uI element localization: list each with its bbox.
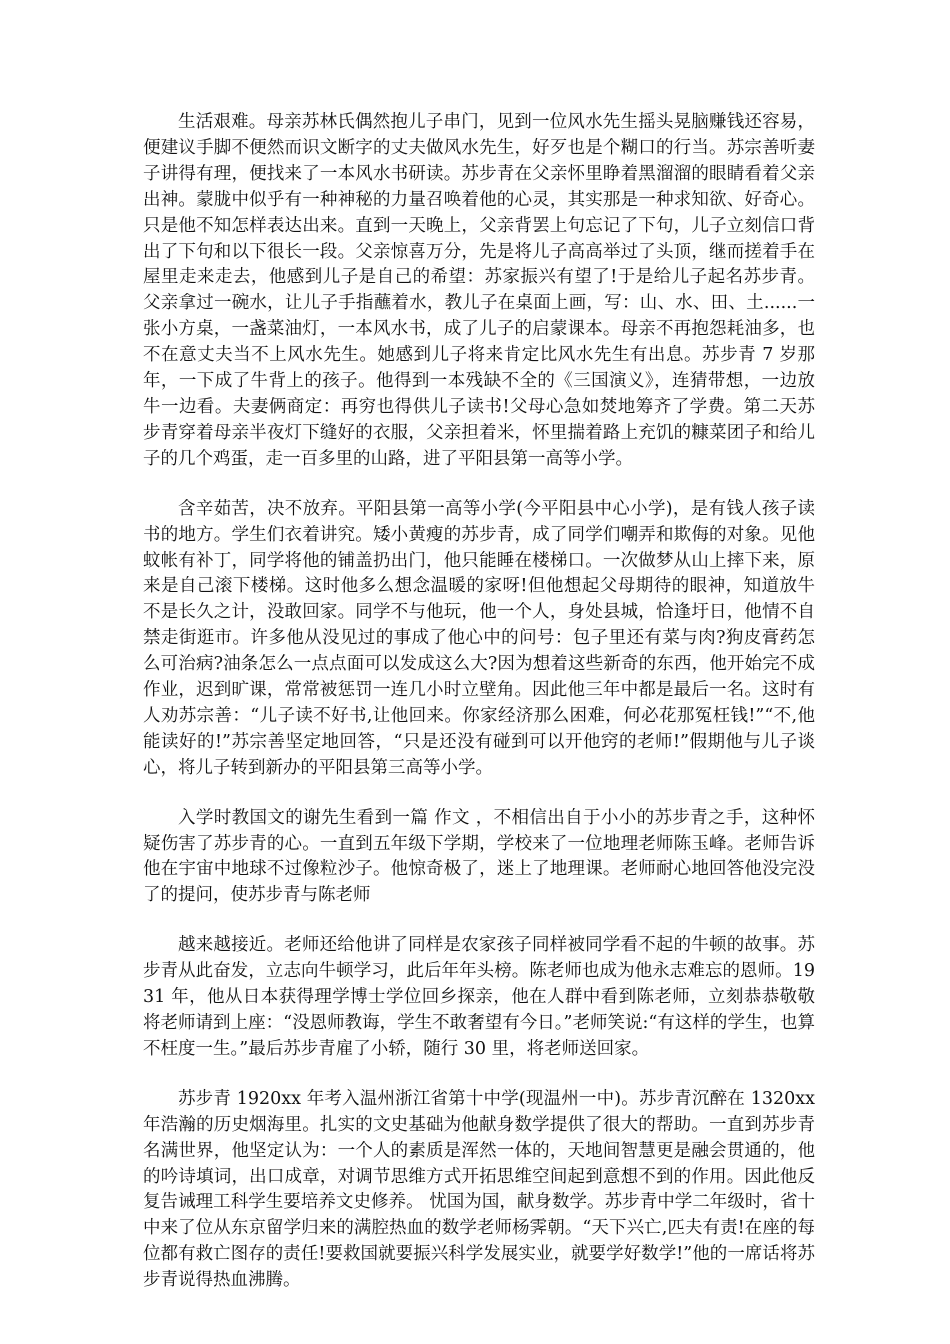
paragraph-3: 入学时教国文的谢先生看到一篇 作文 ，不相信出自于小小的苏步青之手，这种怀疑伤害了苏步青的心。一直到五年级下学期，学校来了一位地理老师陈玉峰。老师告诉他在宇宙中地球不过像粒沙子。他惊奇极了，迷上了地理课。老师耐心地回答他没完没了的提问，使苏步青与陈老师 bbox=[143, 807, 815, 906]
paragraph-1: 生活艰难。母亲苏林氏偶然抱儿子串门，见到一位风水先生摇头晃脑赚钱还容易，便建议手脚不便然而识文断字的丈夫做风水先生，好歹也是个糊口的行当。苏宗善听妻子讲得有理，便找来了一本风水书研读。苏步青在父亲怀里睁着黑溜溜的眼睛看着父亲出神。蒙胧中似乎有一种神秘的力量召唤着他的心灵，其实那是一种求知欲、好奇心。只是他不知怎样表达出来。直到一天晚上，父亲背罢上句忘记了下句，儿子立刻信口背出了下句和以下很长一段。父亲惊喜万分，先是将儿子高高举过了头顶，继而搓着手在屋里走来走去，他感到儿子是自己的希望：苏家振兴有望了!于是给儿子起名苏步青。父亲拿过一碗水，让儿子手指蘸着水，教儿子在桌面上画，写：山、水、田、土......一张小方桌，一盏菜油灯，一本风水书，成了儿子的启蒙课本。母亲不再抱怨耗油多，也不在意丈夫当不上风水先生。她感到儿子将来肯定比风水先生有出息。苏步青 7 岁那年，一下成了牛背上的孩子。他得到一本残缺不全的《三国演义》，连猜带想，一边放牛一边看。夫妻俩商定：再穷也得供儿子读书!父母心急如焚地筹齐了学费。第二天苏步青穿着母亲半夜灯下缝好的衣服，父亲担着米，怀里揣着路上充饥的糠菜团子和给儿子的几个鸡蛋，走一百多里的山路，进了平阳县第一高等小学。 bbox=[143, 112, 815, 469]
document-body bbox=[143, 110, 815, 1318]
paragraph-2: 含辛茹苦，决不放弃。平阳县第一高等小学(今平阳县中心小学)，是有钱人孩子读书的地方。学生们衣着讲究。矮小黄瘦的苏步青，成了同学们嘲弄和欺侮的对象。见他蚊帐有补丁，同学将他的铺盖扔出门，他只能睡在楼梯口。一次做梦从山上摔下来，原来是自己滚下楼梯。这时他多么想念温暖的家呀!但他想起父母期待的眼神，知道放牛不是长久之计，没敢回家。同学不与他玩，他一个人，身处县城，恰逢圩日，他情不自禁走街逛市。许多他从没见过的事成了他心中的问号：包子里还有菜与肉?狗皮膏药怎么可治病?油条怎么一点点面可以发成这么大?因为想着这些新奇的东西，他开始完不成作业，迟到旷课，常常被惩罚一连几小时立壁角。因此他三年中都是最后一名。这时有人劝苏宗善：“儿子读不好书,让他回来。你家经济那么困难，何必花那冤枉钱!”“不,他能读好的!”苏宗善坚定地回答，“只是还没有碰到可以开他窍的老师!”假期他与儿子谈心，将儿子转到新办的平阳县第三高等小学。 bbox=[143, 498, 815, 778]
paragraph-5: 苏步青 1920xx 年考入温州浙江省第十中学(现温州一中)。苏步青沉醉在 1320xx 年浩瀚的历史烟海里。扎实的文史基础为他献身数学提供了很大的帮助。一直到苏步青名满世界，他坚定认为：一个人的素质是浑然一体的，天地间智慧更是融会贯通的，他的吟诗填词，出口成章，对调节思维方式开拓思维空间起到意想不到的作用。因此他反复告诫理工科学生要培养文史修养。 忧国为国，献身数学。苏步青中学二年级时，省十中来了位从东京留学归来的满腔热血的数学老师杨霁朝。“天下兴亡,匹夫有责!在座的每位都有救亡图存的责任!要救国就要振兴科学发展实业，就要学好数学!”他的一席话将苏步青说得热血沸腾。 bbox=[143, 1088, 815, 1291]
paragraph-4: 越来越接近。老师还给他讲了同样是农家孩子同样被同学看不起的牛顿的故事。苏步青从此奋发，立志向牛顿学习，此后年年头榜。陈老师也成为他永志难忘的恩师。1931 年，他从日本获得理学博士学位回乡探亲，他在人群中看到陈老师，立刻恭恭敬敬将老师请到上座：“没恩师教诲，学生不敢奢望有今日。”老师笑说:“有这样的学生，也算不枉度一生。”最后苏步青雇了小轿，随行 30 里，将老师送回家。 bbox=[143, 935, 815, 1059]
